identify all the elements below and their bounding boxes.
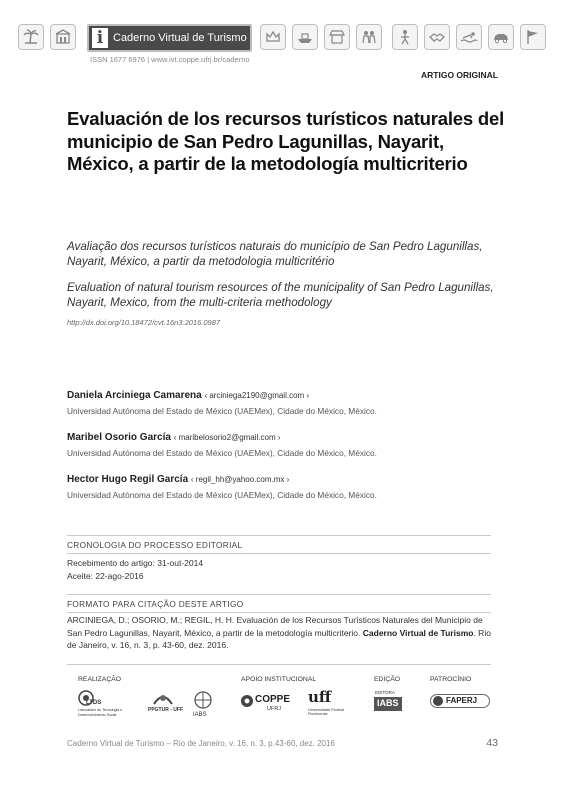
info-icon: i	[92, 28, 108, 48]
journal-brand	[87, 24, 252, 52]
swimmer-icon	[456, 24, 482, 50]
handshake-icon	[424, 24, 450, 50]
faperj-name: FAPERJ	[446, 696, 478, 705]
footer-citation: Caderno Virtual de Turismo – Rio de Janeiro, v. 16, n. 3, p.43-60, dez. 2016	[67, 739, 335, 748]
author-2	[67, 431, 281, 444]
author-name: Hector Hugo Regil García	[67, 474, 189, 485]
citation-journal: Caderno Virtual de Turismo	[362, 627, 474, 638]
chronology-heading: CRONOLOGIA DO PROCESSO EDITORIAL	[67, 540, 243, 550]
palm-beach-icon	[18, 24, 44, 50]
ltds-logo	[78, 690, 148, 724]
citation-heading: FORMATO PARA CITAÇÃO DESTE ARTIGO	[67, 599, 244, 609]
editora-label: EDITORA	[375, 690, 395, 695]
coppe-name: COPPE	[255, 694, 291, 705]
coppe-emblem-icon	[240, 694, 254, 708]
tourist-icon	[392, 24, 418, 50]
people-icon	[356, 24, 382, 50]
author-3-affiliation: Universidad Autónoma del Estado de México (UAEMex), Cidade do México, México.	[67, 490, 377, 500]
divider	[67, 664, 491, 665]
author-2-affiliation: Universidad Autónoma del Estado de México (UAEMex), Cidade do México, México.	[67, 448, 377, 458]
ship-icon	[292, 24, 318, 50]
car-icon	[488, 24, 514, 50]
editora-iabs-logo	[374, 690, 404, 720]
flag-icon	[520, 24, 546, 50]
market-icon	[324, 24, 350, 50]
ppgtur-emblem-icon	[152, 690, 174, 706]
realizacao-heading: REALIZAÇÃO	[78, 676, 122, 683]
divider	[67, 594, 491, 595]
crown-icon	[260, 24, 286, 50]
author-name: Daniela Arciniega Camarena	[67, 390, 202, 401]
faperj-star-icon	[432, 695, 444, 707]
ppgtur-logo	[146, 690, 188, 724]
doi-link[interactable]: http://dx.doi.org/10.18472/cvt.16n3.2016.0987	[67, 318, 221, 327]
ltds-name: LTDS	[86, 700, 102, 706]
edicao-heading: EDIÇÃO	[374, 676, 401, 683]
author-email[interactable]: ‹ maribelosorio2@gmail.com ›	[173, 433, 281, 442]
author-email[interactable]: ‹ arciniega2190@gmail.com ›	[204, 391, 310, 400]
uff-logo	[306, 690, 350, 724]
divider	[67, 553, 491, 554]
divider	[67, 612, 491, 613]
coppe-subtitle: UFRJ	[267, 706, 282, 712]
uff-subtitle: Universidade Federal Fluminense	[308, 708, 345, 717]
building-icon	[50, 24, 76, 50]
page-number: 43	[486, 737, 498, 749]
apoio-heading: APOIO INSTITUCIONAL	[241, 676, 317, 683]
article-title-english: Evaluation of natural tourism resources of the municipality of San Pedro Lagunillas, Nayarit, Mexico, from the multi-criteria methodology	[67, 281, 494, 309]
issn-line: ISSN 1677 6976 | www.ivt.coppe.ufrj.br/caderno	[90, 55, 250, 64]
divider	[67, 535, 491, 536]
author-3	[67, 473, 289, 486]
article-title: Evaluación de los recursos turísticos naturales del municipio de San Pedro Lagunillas, Nayarit, México, a partir de la metodología multicriterio	[67, 108, 505, 174]
author-1	[67, 389, 309, 402]
patrocinio-heading: PATROCÍNIO	[430, 676, 472, 683]
section-label: ARTIGO ORIGINAL	[421, 70, 498, 80]
uff-name: uff	[308, 688, 332, 706]
author-email[interactable]: ‹ regil_hh@yahoo.com.mx ›	[190, 475, 290, 484]
faperj-logo	[430, 690, 492, 720]
coppe-logo	[240, 693, 294, 721]
citation-details: . Rio de Janeiro, v. 16, n. 3, p. 43-60, dez. 2016.	[67, 627, 491, 651]
iabs-logo	[191, 690, 217, 724]
iabs-emblem-icon	[193, 690, 213, 710]
iabs-name: IABS	[193, 712, 207, 718]
received-date: Recebimento do artigo: 31-out-2014	[67, 558, 204, 568]
accepted-date: Aceite: 22-ago-2016	[67, 571, 144, 581]
citation-body: ARCINIEGA, D.; OSORIO, M.; REGIL, H. H. Evaluación de los Recursos Turísticos Naturales del Municipio de San Pedro Lagunillas, Nayarit, México, a partir de la metodología multicriterio.	[67, 615, 483, 638]
ppgtur-name: PPGTUR - UFF	[148, 707, 183, 713]
citation-text	[67, 614, 497, 652]
journal-brand-name: Caderno Virtual de Turismo	[113, 32, 247, 44]
ltds-description: Laboratório de Tecnologia e Desenvolvimento Social	[78, 708, 123, 717]
article-title-portuguese: Avaliação dos recursos turísticos naturais do município de San Pedro Lagunillas, Nayarit, México, a partir da metodologia multicritério	[67, 240, 483, 268]
editora-iabs-name: IABS	[377, 698, 399, 708]
author-name: Maribel Osorio García	[67, 432, 171, 443]
author-1-affiliation: Universidad Autónoma del Estado de México (UAEMex), Cidade do México, México.	[67, 406, 377, 416]
